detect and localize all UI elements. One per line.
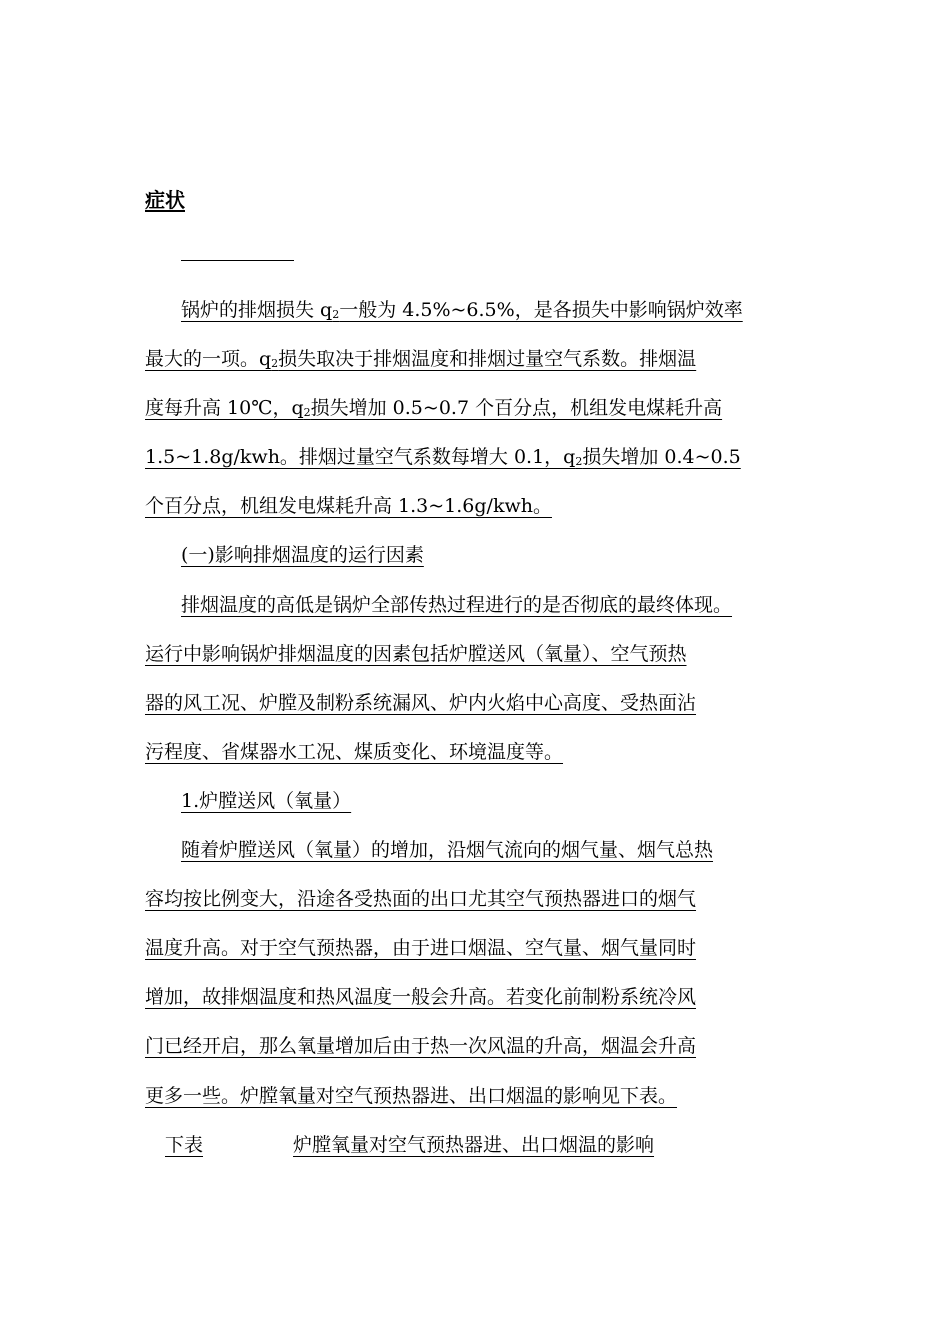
paragraph-3-line-1: 随着炉膛送风（氧量）的增加，沿烟气流向的烟气量、烟气总热	[181, 839, 714, 862]
table-caption	[145, 1121, 845, 1170]
paragraph-3-line-4: 增加，故排烟温度和热风温度一般会升高。若变化前制粉系统冷风	[145, 986, 697, 1009]
paragraph-3-line-5: 门已经开启，那么氧量增加后由于热一次风温的升高，烟温会升高	[145, 1035, 697, 1058]
paragraph-2-line-3: 器的风工况、炉膛及制粉系统漏风、炉内火焰中心高度、受热面沾	[145, 691, 697, 714]
subscript: 2	[332, 308, 340, 321]
paragraph-1-line-3	[145, 384, 845, 433]
caption-title: 炉膛氧量对空气预热器进、出口烟温的影响	[293, 1133, 655, 1156]
subscript: 2	[303, 406, 311, 420]
text-run: 损失取决于排烟温度和排烟过量空气系数。排烟温	[278, 348, 697, 371]
paragraph-1-line-2	[145, 335, 845, 384]
subscript: 2	[575, 455, 583, 469]
text-run: 一般为 4.5%~6.5%，是各损失中影响锅炉效率	[339, 299, 743, 321]
text-run: 1.5~1.8g/kwh。排烟过量空气系数每增大 0.1，q	[145, 446, 576, 469]
subsection-title-2: 1.炉膛送风（氧量）	[181, 789, 352, 812]
text-run: 锅炉的排烟损失 q	[181, 299, 333, 321]
paragraph-2-line-2: 运行中影响锅炉排烟温度的因素包括炉膛送风（氧量）、空气预热	[145, 642, 687, 665]
text-run: 损失增加 0.5~0.7 个百分点，机组发电煤耗升高	[310, 397, 723, 420]
text-run: 度每升高 10℃，q	[145, 397, 304, 420]
section-heading: 症状	[145, 188, 185, 212]
paragraph-1-line-5: 个百分点，机组发电煤耗升高 1.3~1.6g/kwh。	[145, 495, 552, 518]
paragraph-2-line-1: 排烟温度的高低是锅炉全部传热过程进行的是否彻底的最终体现。	[181, 593, 733, 616]
paragraph-1-line-4	[145, 433, 845, 482]
divider-rule	[181, 260, 294, 261]
subscript: 2	[271, 357, 279, 371]
paragraph-1-line-1	[145, 286, 845, 335]
paragraph-3-line-2: 容均按比例变大，沿途各受热面的出口尤其空气预热器进口的烟气	[145, 888, 697, 911]
subsection-title-1: (一)影响排烟温度的运行因素	[181, 544, 424, 567]
paragraph-2-line-4: 污程度、省煤器水工况、煤质变化、环境温度等。	[145, 740, 564, 763]
paragraph-3-line-6: 更多一些。炉膛氧量对空气预热器进、出口烟温的影响见下表。	[145, 1084, 678, 1107]
text-run: 损失增加 0.4~0.5	[582, 446, 741, 469]
body-text	[145, 286, 845, 1170]
paragraph-3-line-3: 温度升高。对于空气预热器，由于进口烟温、空气量、烟气量同时	[145, 937, 697, 960]
text-run: 最大的一项。q	[145, 348, 272, 371]
caption-label: 下表	[165, 1133, 204, 1156]
